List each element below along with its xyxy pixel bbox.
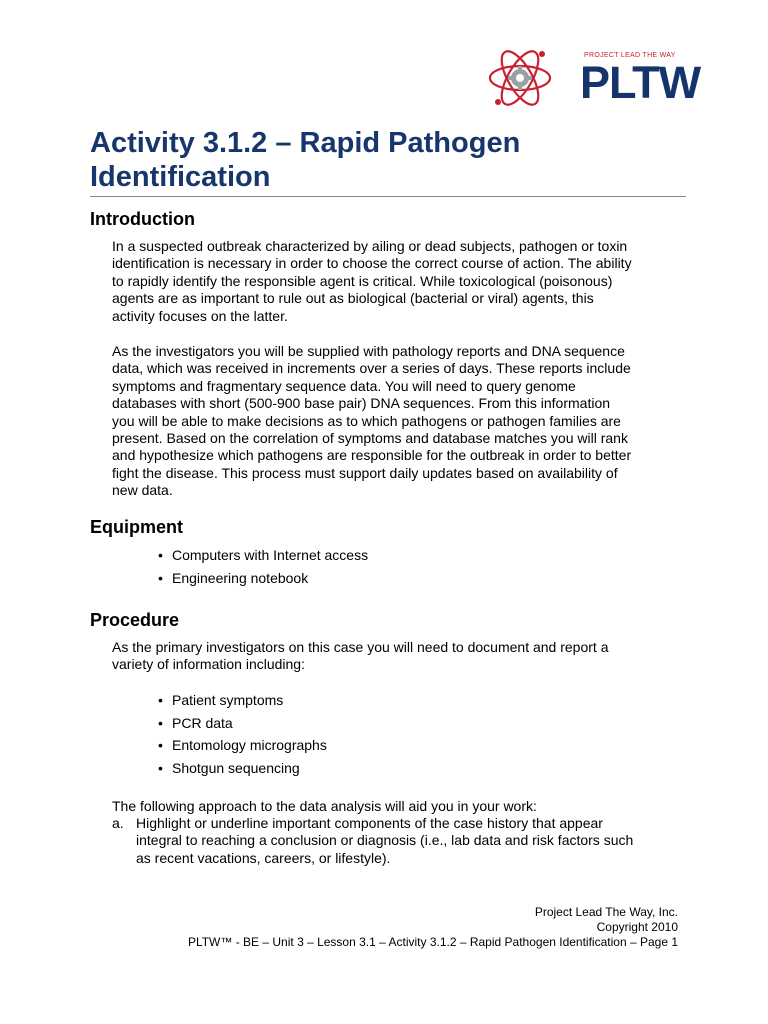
introduction-paragraph-2 (112, 343, 682, 500)
text-line: In a suspected outbreak characterized by ailing or dead subjects, pathogen or toxin (112, 238, 628, 254)
text-line: data, which was received in increments over a series of days. These reports include (112, 360, 631, 377)
procedure-step-a (112, 815, 692, 867)
text-line: Highlight or underline important components of the case history that appear (136, 815, 603, 831)
text-line: as recent vacations, careers, or lifestyle). (136, 849, 391, 866)
procedure-list (158, 689, 327, 779)
text-line: As the investigators you will be supplied with pathology reports and DNA sequence (112, 343, 625, 359)
pltw-logo (488, 42, 701, 114)
list-item: • Patient symptoms (158, 689, 327, 712)
title-line-1: Activity 3.1.2 – Rapid Pathogen (90, 127, 521, 159)
title-divider (90, 196, 686, 197)
text-line: As the primary investigators on this case you will need to document and report a (112, 639, 609, 655)
list-item: • Entomology micrographs (158, 734, 327, 757)
text-line: fight the disease. This process must support daily updates based on availability of (112, 464, 618, 481)
equipment-list (158, 544, 368, 589)
logo-wordmark: PLTW (580, 57, 701, 108)
text-line: agents are as important to rule out as biological (bacterial or viral) agents, this (112, 290, 594, 307)
text-line: present. Based on the correlation of symptoms and database matches you will rank (112, 430, 628, 447)
procedure-intro (112, 639, 682, 674)
procedure-approach (112, 798, 682, 815)
introduction-paragraph-1 (112, 238, 682, 325)
step-marker: a. (112, 815, 124, 831)
text-line: new data. (112, 482, 173, 499)
list-item: • Shotgun sequencing (158, 757, 327, 780)
atom-gear-icon (488, 42, 580, 114)
page-title (90, 126, 690, 194)
list-item: • Computers with Internet access (158, 544, 368, 567)
text-line: variety of information including: (112, 656, 305, 673)
page-footer (188, 905, 678, 950)
footer-copyright: Copyright 2010 (596, 920, 678, 934)
equipment-heading: Equipment (90, 517, 183, 537)
list-item: • Engineering notebook (158, 567, 368, 590)
text-line: to rapidly identify the responsible agent is critical. While toxicological (poisonous) (112, 272, 613, 289)
text-line: The following approach to the data analysis will aid you in your work: (112, 798, 537, 814)
text-line: databases with short (500-900 base pair) DNA sequences. From this information (112, 395, 611, 412)
list-item: • PCR data (158, 712, 327, 735)
text-line: identification is necessary in order to choose the correct course of action. The ability (112, 255, 632, 272)
logo-tagline: PROJECT LEAD THE WAY (584, 52, 676, 59)
text-line: and hypothesize which pathogens are responsible for the outbreak in order to better (112, 447, 632, 464)
introduction-heading: Introduction (90, 209, 195, 229)
footer-org: Project Lead The Way, Inc. (534, 905, 678, 919)
procedure-heading: Procedure (90, 610, 180, 630)
title-line-2: Identification (90, 161, 271, 193)
text-line: you will be able to make decisions as to which pathogens or pathogen families are (112, 412, 621, 429)
text-line: activity focuses on the latter. (112, 307, 288, 324)
text-line: integral to reaching a conclusion or diagnosis (i.e., lab data and risk factors such (136, 832, 634, 849)
text-line: symptoms and fragmentary sequence data. You will need to query genome (112, 377, 576, 394)
footer-course-line: PLTW™ - BE – Unit 3 – Lesson 3.1 – Activity 3.1.2 – Rapid Pathogen Identification – Page 1 (187, 935, 678, 949)
